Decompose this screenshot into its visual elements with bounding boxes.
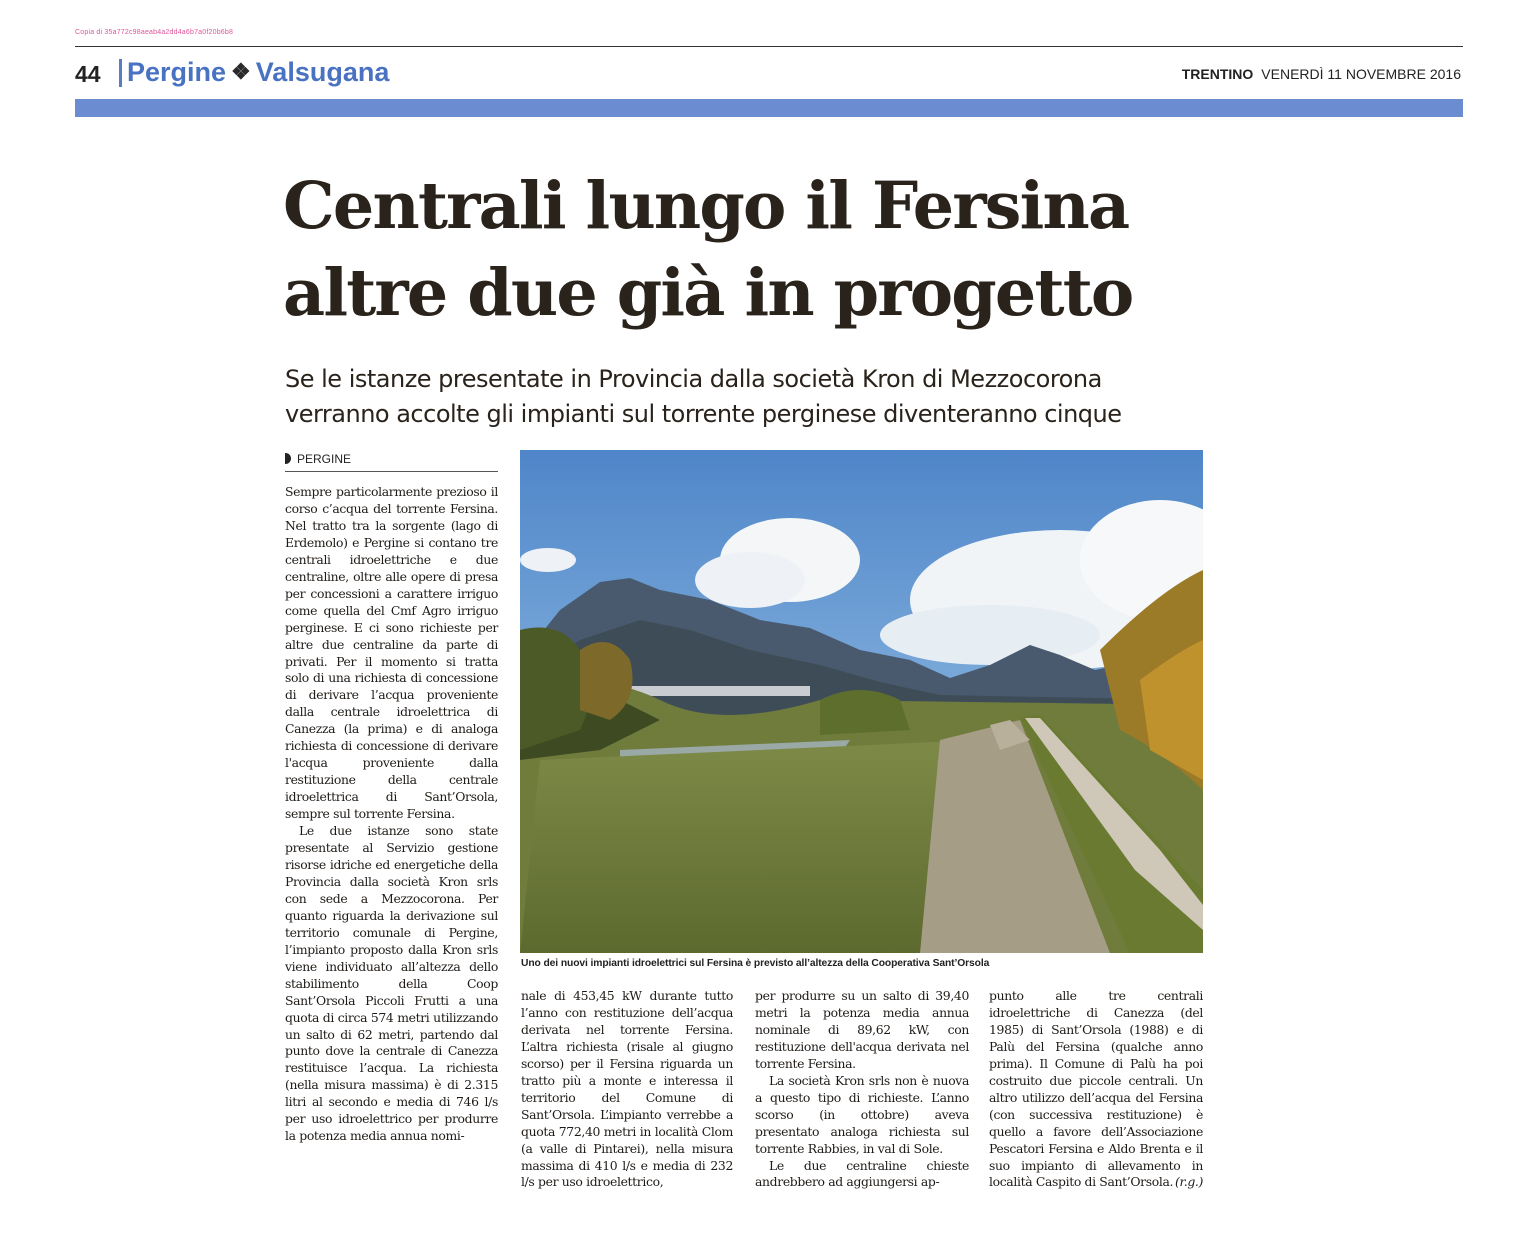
- article-photo: [520, 450, 1203, 953]
- section-separator-icon: ❖: [231, 59, 251, 84]
- subhead-line-2: verranno accolte gli impianti sul torrente perginese diventeranno cinque: [285, 400, 1122, 428]
- article-column-4: [989, 988, 1203, 1191]
- kicker-marker-icon: [285, 453, 291, 464]
- kicker-label: PERGINE: [297, 452, 352, 466]
- page-number: 44: [75, 61, 101, 87]
- landscape-photo-illustration: [520, 450, 1203, 953]
- paragraph: Le due istanze sono state presentate al Servizio gestione risorse idriche ed energetiche della Provincia dalla società Kron srls con sede a Mezzocorona. Per quanto riguarda la derivazione sul territorio comunale di Pergine, l’impianto proposto dalla Kron srls viene individuato all’altezza dello stabilimento della Coop Sant’Orsola Piccoli Frutti a una quota di circa 574 metri utilizzando un salto di 62 metri, partendo dal punto dove la centrale di Canezza restituisce l’acqua. La richiesta (nella misura massima) è di 2.315 litri al secondo e media di 746 l/s per uso idroelettrico per produrre la potenza media annua nomi-: [285, 823, 498, 1144]
- section-left: Pergine: [127, 57, 227, 87]
- article-column-1: [285, 484, 498, 1145]
- paragraph-text: punto alle tre centrali idroelettriche di Canezza (del 1985) di Sant’Orsola (1988) e di Palù del Fersina (qualche anno prima). Il Comune di Palù ha poi costruito due piccole centrali. Un altro utilizzo dell’acqua del Fersina (con successiva restituzione) è quello a favore dell’Associazione Pescatori Fersina e Aldo Brenta e il suo impianto di allevamento in località Caspito di Sant’Orsola.: [989, 988, 1203, 1190]
- header-divider: [119, 59, 122, 87]
- headline: [283, 163, 1243, 337]
- copy-notice: Copia di 35a772c98aeab4a2dd4a6b7a0f20b6b8: [75, 29, 234, 36]
- paragraph: per produrre su un salto di 39,40 metri la potenza media annua nominale di 89,62 kW, con restituzione dell'acqua derivata nel torrente Fersina.: [755, 988, 969, 1071]
- issue-date: VENERDÌ 11 NOVEMBRE 2016: [1261, 66, 1461, 82]
- article-column-2: [521, 988, 733, 1191]
- photo-caption: Uno dei nuovi impianti idroelettrici sul Fersina è previsto all’altezza della Cooperativa Sant’Orsola: [521, 958, 990, 969]
- paragraph: La società Kron srls non è nuova a questo tipo di richieste. L’anno scorso (in ottobre) aveva presentato analoga richiesta sul torrente Rabbies, in val di Sole.: [755, 1072, 969, 1156]
- headline-line-2: altre due già in progetto: [283, 255, 1133, 331]
- subhead-line-1: Se le istanze presentate in Provincia dalla società Kron di Mezzocorona: [285, 365, 1102, 393]
- section-color-bar: [75, 99, 1463, 117]
- paragraph: [989, 988, 1203, 1191]
- newspaper-name: TRENTINO: [1181, 66, 1254, 82]
- article-column-3: [755, 988, 969, 1191]
- section-title: [127, 57, 389, 88]
- subheadline: [285, 362, 1245, 432]
- author-signature: (r.g.): [1175, 1174, 1203, 1190]
- paragraph: Sempre particolarmente prezioso il corso c’acqua del torrente Fersina. Nel tratto tra la sorgente (lago di Erdemolo) e Pergine si contano tre centrali idroelettriche e due centraline, oltre alle opere di presa per concessioni a carattere irriguo come quella del Cmf Agro irriguo perginese. E ci sono richieste per altre due centraline da parte di privati. Per il momento si tratta solo di una richiesta di concessione di derivare l’acqua proveniente dalla centrale idroelettrica di Canezza (la prima) e di analoga richiesta di concessione di derivare l'acqua proveniente dalla restituzione della centrale idroelettrica di Sant’Orsola, sempre sul torrente Fersina.: [285, 484, 498, 822]
- section-right: Valsugana: [255, 57, 390, 87]
- location-kicker: [285, 452, 498, 472]
- paragraph: nale di 453,45 kW durante tutto l’anno con restituzione dell’acqua derivata nel torrente Fersina. L’altra richiesta (risale al giugno scorso) per il Fersina riguarda un tratto più a monte e interessa il territorio del Comune di Sant’Orsola. L’impianto verrebbe a quota 772,40 metri in località Clom (a valle di Pintarei), nella misura massima di 410 l/s e media di 232 l/s per uso idroelettrico,: [521, 988, 733, 1190]
- header-meta: [1182, 66, 1461, 82]
- headline-line-1: Centrali lungo il Fersina: [283, 168, 1129, 244]
- paragraph: Le due centraline chieste andrebbero ad aggiungersi ap-: [755, 1157, 969, 1190]
- page-header: [75, 46, 1463, 90]
